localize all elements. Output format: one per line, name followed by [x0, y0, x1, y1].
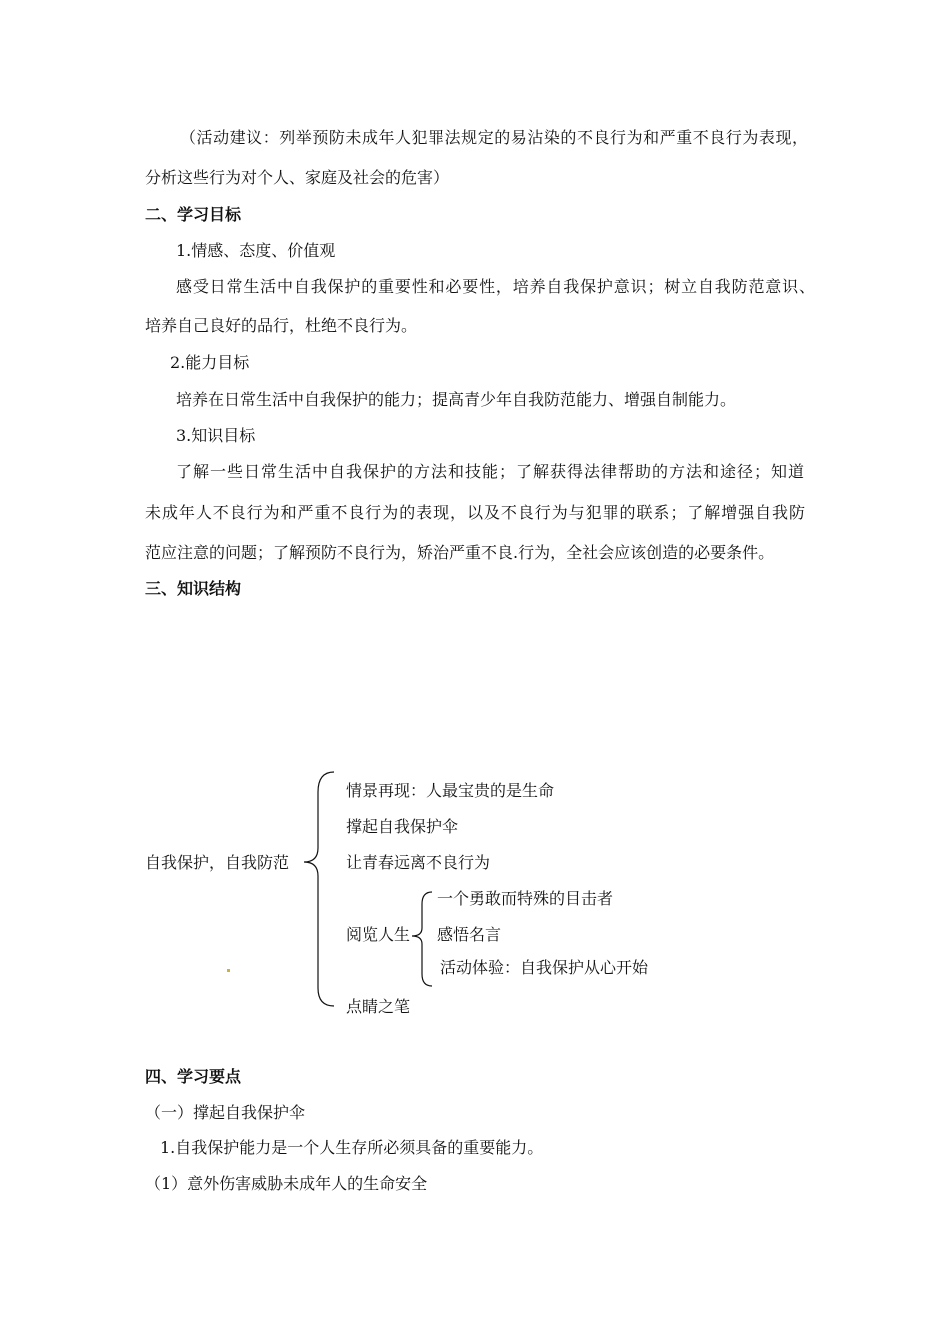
section-heading-key-points: 四、学习要点	[145, 1067, 242, 1086]
section-heading-knowledge-structure: 三、知识结构	[145, 579, 242, 598]
tree-branch-reading: 阅览人生	[346, 925, 411, 944]
activity-suggestion-line-1: （活动建议：列举预防未成年人犯罪法规定的易沾染的不良行为和严重不良行为表现，	[180, 128, 808, 147]
tree-sub-witness: 一个勇敢而特殊的目击者	[437, 889, 614, 908]
sub-brace	[408, 890, 438, 990]
goal-2-title: 2.能力目标	[170, 353, 250, 372]
goal-1-text-line-2: 培养自己良好的品行，杜绝不良行为。	[145, 316, 418, 335]
main-brace	[300, 770, 340, 1010]
point-1-1: （1）意外伤害威胁未成年人的生命安全	[145, 1174, 428, 1193]
tree-branch-scene: 情景再现：人最宝贵的是生命	[346, 781, 555, 800]
tree-sub-quotes: 感悟名言	[437, 925, 502, 944]
section-heading-learning-goals: 二、学习目标	[145, 205, 242, 224]
tree-branch-youth: 让青春远离不良行为	[346, 853, 491, 872]
activity-suggestion-line-2: 分析这些行为对个人、家庭及社会的危害）	[145, 168, 450, 187]
goal-3-text-line-2: 未成年人不良行为和严重不良行为的表现，以及不良行为与犯罪的联系；了解增强自我防	[145, 503, 805, 522]
tree-root-label: 自我保护，自我防范	[145, 853, 290, 872]
goal-1-text-line-1: 感受日常生活中自我保护的重要性和必要性，培养自我保护意识；树立自我防范意识、	[176, 277, 815, 296]
stray-dot-mark	[227, 969, 230, 972]
point-1: 1.自我保护能力是一个人生存所必须具备的重要能力。	[160, 1138, 544, 1157]
goal-1-title: 1.情感、态度、价值观	[176, 241, 336, 260]
goal-3-text-line-1: 了解一些日常生活中自我保护的方法和技能；了解获得法律帮助的方法和途径；知道	[176, 462, 804, 481]
goal-3-title: 3.知识目标	[176, 426, 256, 445]
tree-branch-finale: 点睛之笔	[346, 997, 411, 1016]
subsection-umbrella: （一）撑起自我保护伞	[145, 1103, 306, 1122]
tree-sub-activity: 活动体验：自我保护从心开始	[440, 958, 649, 977]
goal-2-text-line-1: 培养在日常生活中自我保护的能力；提高青少年自我防范能力、增强自制能力。	[176, 390, 737, 409]
goal-3-text-line-3: 范应注意的问题；了解预防不良行为，矫治严重不良.行为，全社会应该创造的必要条件。	[145, 543, 775, 562]
tree-branch-umbrella: 撑起自我保护伞	[346, 817, 459, 836]
